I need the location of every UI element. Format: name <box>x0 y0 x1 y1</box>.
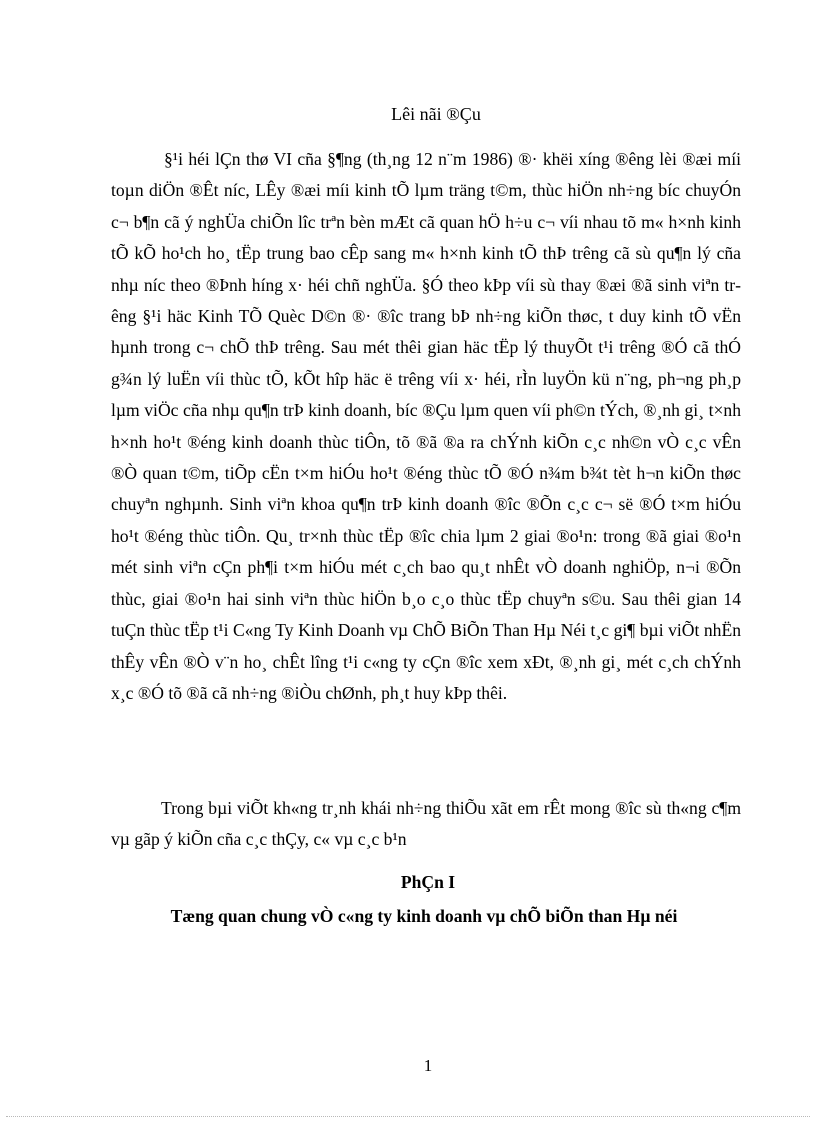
page-number: 1 <box>423 1056 433 1075</box>
closing-paragraph: Trong bµi viÕt kh«ng tr¸nh khái nh÷ng thiÕu xãt em rÊt mong ®îc sù th«ng c¶m vµ gãp ý kiÕn cña c¸c thÇy, c« vµ c¸c b¹n <box>111 798 741 850</box>
page-divider <box>6 1116 810 1117</box>
part-heading: PhÇn I <box>400 872 456 892</box>
part-subtitle: Tæng quan chung vÒ c«ng ty kinh doanh vµ chÕ biÕn than Hµ néi <box>170 906 678 926</box>
lead-title: Lêi nãi ®Çu <box>391 104 481 124</box>
intro-paragraph: §¹i héi lÇn thø VI cña §¶ng (th¸ng 12 n¨m 1986) ®· khëi xíng ®êng lèi ®æi míi toµn diÖn ®Êt níc, LÊy ®æi míi kinh tÕ lµm träng t©m, thùc hiÖn nh÷ng bíc chuyÓn c¬ b¶n cã ý nghÜa chiÕn lîc trªn bèn mÆt cã quan hÖ h÷u c¬ víi nhau tõ m« h×nh kinh tÕ kÕ ho¹ch ho¸ tËp trung bao cÊp sang m« h×nh kinh tÕ thÞ trêng cã sù qu¶n lý cña nhµ níc theo ®Þnh híng x· héi chñ nghÜa. §Ó theo kÞp víi sù thay ®æi ®ã sinh viªn trêng §¹i häc Kinh TÕ Quèc D©n ®· ®îc trang bÞ nh÷ng kiÕn thøc, t duy kinh tÕ vËn hµnh trong c¬ chÕ thÞ trêng. Sau mét thêi gian häc tËp lý thuyÕt t¹i trêng ®Ó cã thÓ g¾n lý luËn víi thùc tÕ, kÕt hîp häc ë trêng víi x· héi, rÌn luyÖn kü n¨ng, ph¬ng ph¸p lµm viÖc cña nhµ qu¶n trÞ kinh doanh, bíc ®Çu lµm quen víi ph©n tÝch, ®¸nh gi¸ t×nh h×nh ho¹t ®éng kinh doanh thùc tiÔn, tõ ®ã ®a ra chÝnh kiÕn c¸c nh©n vÒ c¸c vÊn ®Ò quan t©m, tiÕp cËn t×m hiÓu ho¹t ®éng thùc tÕ ®Ó n¾m b¾t tèt h¬n kiÕn thøc chuyªn nghµnh. Sinh viªn khoa qu¶n trÞ kinh doanh ®îc ®Õn c¸c c¬ së ®Ó t×m hiÓu ho¹t ®éng thùc tiÔn. Qu¸ tr×nh thùc tËp ®îc chia lµm 2 giai ®o¹n: trong ®ã giai ®o¹n mét sinh viªn cÇn ph¶i t×m hiÓu mét c¸ch bao qu¸t nhÊt vÒ doanh nghiÖp, n¬i ®Õn thùc, giai ®o¹n hai sinh viªn thùc hiÖn b¸o c¸o thùc tËp chuyªn s©u. Sau thêi gian 14 tuÇn thùc tËp t¹i C«ng Ty Kinh Doanh vµ ChÕ BiÕn Than Hµ Néi t¸c gi¶ bµi viÕt nhËn thÊy vÊn ®Ò v¨n ho¸ chÊt lîng t¹i c«ng ty cÇn ®îc xem xÐt, ®¸nh gi¸ mét c¸ch chÝnh x¸c ®Ó tõ ®ã cã nh÷ng ®iÒu chØnh, ph¸t huy kÞp thêi. <box>111 149 741 703</box>
